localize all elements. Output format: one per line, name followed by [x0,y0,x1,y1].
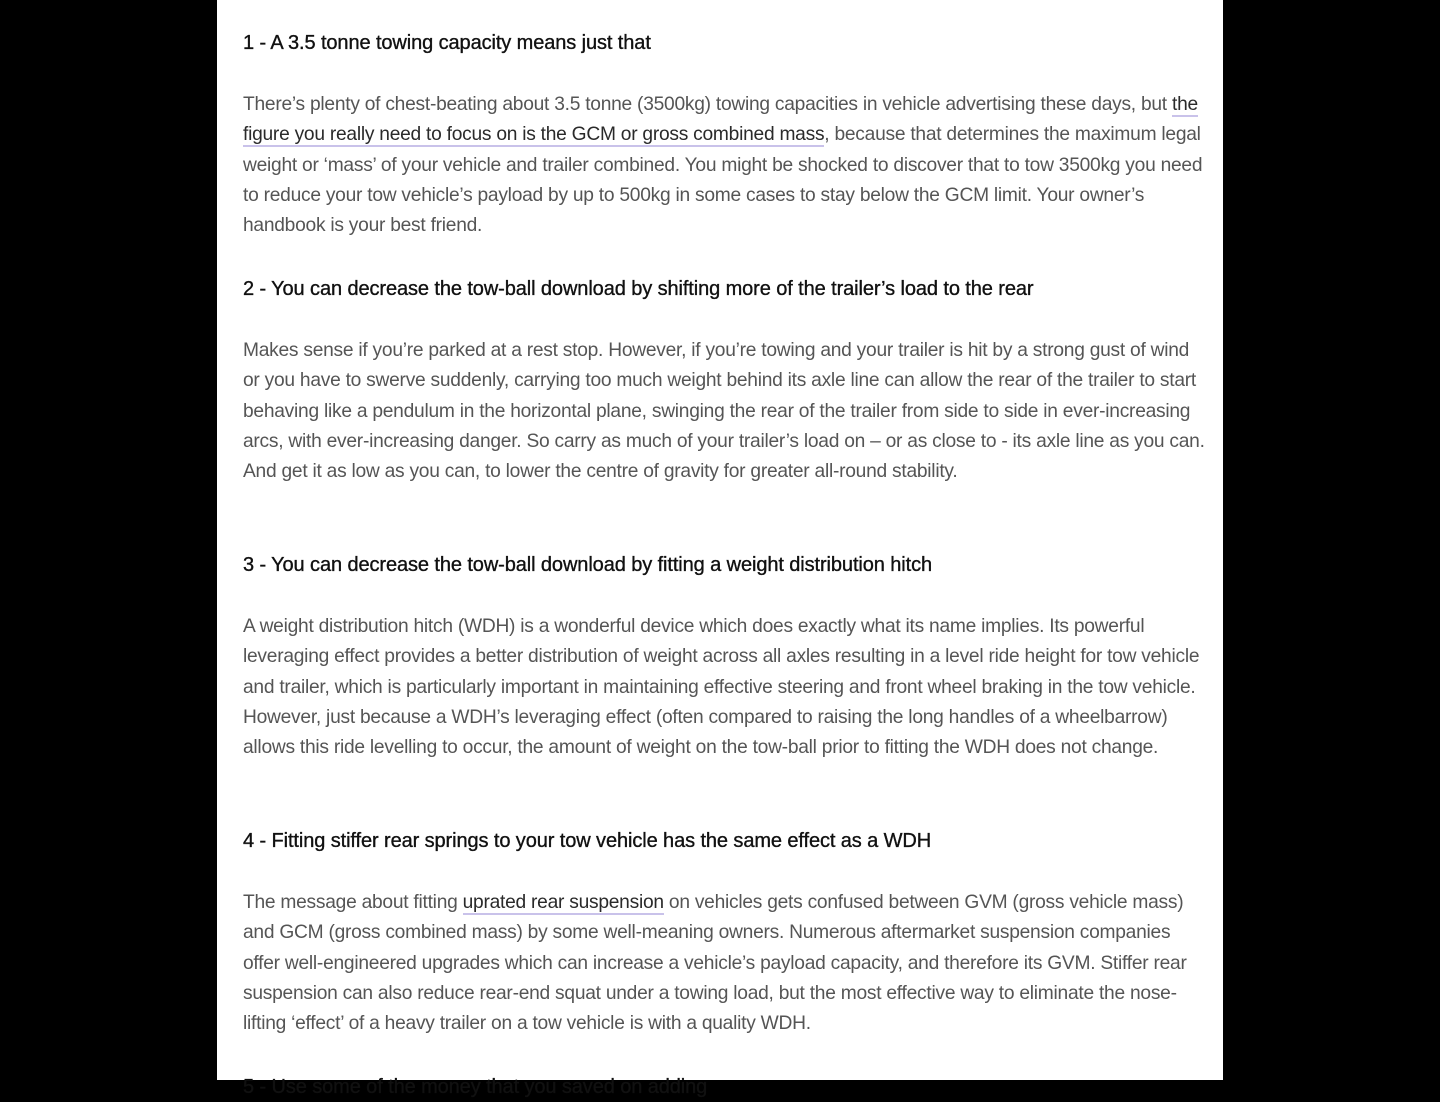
section-heading-3: 3 - You can decrease the tow-ball download by fitting a weight distribution hitch [243,554,933,576]
section-paragraph-2: Makes sense if you’re parked at a rest stop. However, if you’re towing and your trailer is hit by a strong gust of wind or you have to swerve suddenly, carrying too much weight behind its axle line can allow the rear of the trailer to start behaving like a pendulum in the horizontal plane, swinging the rear of the trailer from side to side in ever-increasing arcs, with ever-increasing danger. So carry as much of your trailer’s load on – or as close to - its axle line as you can. And get it as low as you can, to lower the centre of gravity for greater all-round stability. [243,340,1205,483]
gcm-link[interactable]: the figure you really need to focus on is the GCM or gross combined mass [243,94,1198,146]
article-page [217,0,1223,1098]
section-heading-4: 4 - Fitting stiffer rear springs to your tow vehicle has the same effect as a WDH [243,830,932,852]
section-heading-1: 1 - A 3.5 tonne towing capacity means just that [243,32,651,54]
section-paragraph-4 [243,888,1205,1039]
section-paragraph-3: A weight distribution hitch (WDH) is a wonderful device which does exactly what its name implies. Its powerful leveraging effect provides a better distribution of weight across all axles resulting in a level ride height for tow vehicle and trailer, which is particularly important in maintaining effective steering and front wheel braking in the tow vehicle. However, just because a WDH’s leveraging effect (often compared to raising the long handles of a wheelbarrow) allows this ride levelling to occur, the amount of weight on the tow-ball prior to fitting the WDH does not change. [243,616,1200,759]
paragraph-text: on vehicles gets confused between GVM (gross vehicle mass) and GCM (gross combined mass) by some well-meaning owners. Numerous aftermarket suspension companies offer well-engineered upgrades which can increase a vehicle’s payload capacity, and therefore its GVM. Stiffer rear suspension can also reduce rear-end squat under a towing load, but the most effective way to eliminate the nose-lifting ‘effect’ of a heavy trailer on a tow vehicle is with a quality WDH. [243,892,1187,1035]
section-heading-2: 2 - You can decrease the tow-ball download by shifting more of the trailer’s load to the rear [243,278,1034,300]
paragraph-text: , because that determines the maximum legal weight or ‘mass’ of your vehicle and trailer combined. You might be shocked to discover that to tow 3500kg you need to reduce your tow vehicle’s payload by up to 500kg in some cases to stay below the GCM limit. Your owner’s handbook is your best friend. [243,124,1203,237]
uprated-rear-suspension-link[interactable]: uprated rear suspension [462,892,664,913]
section-heading-5: 5 - Use some of the money that you saved on adding [243,1076,708,1098]
paragraph-text: There’s plenty of chest-beating about 3.5 tonne (3500kg) towing capacities in vehicle advertising these days, but [243,94,1172,115]
section-paragraph-1 [243,90,1205,241]
paragraph-text: The message about fitting [243,892,463,913]
